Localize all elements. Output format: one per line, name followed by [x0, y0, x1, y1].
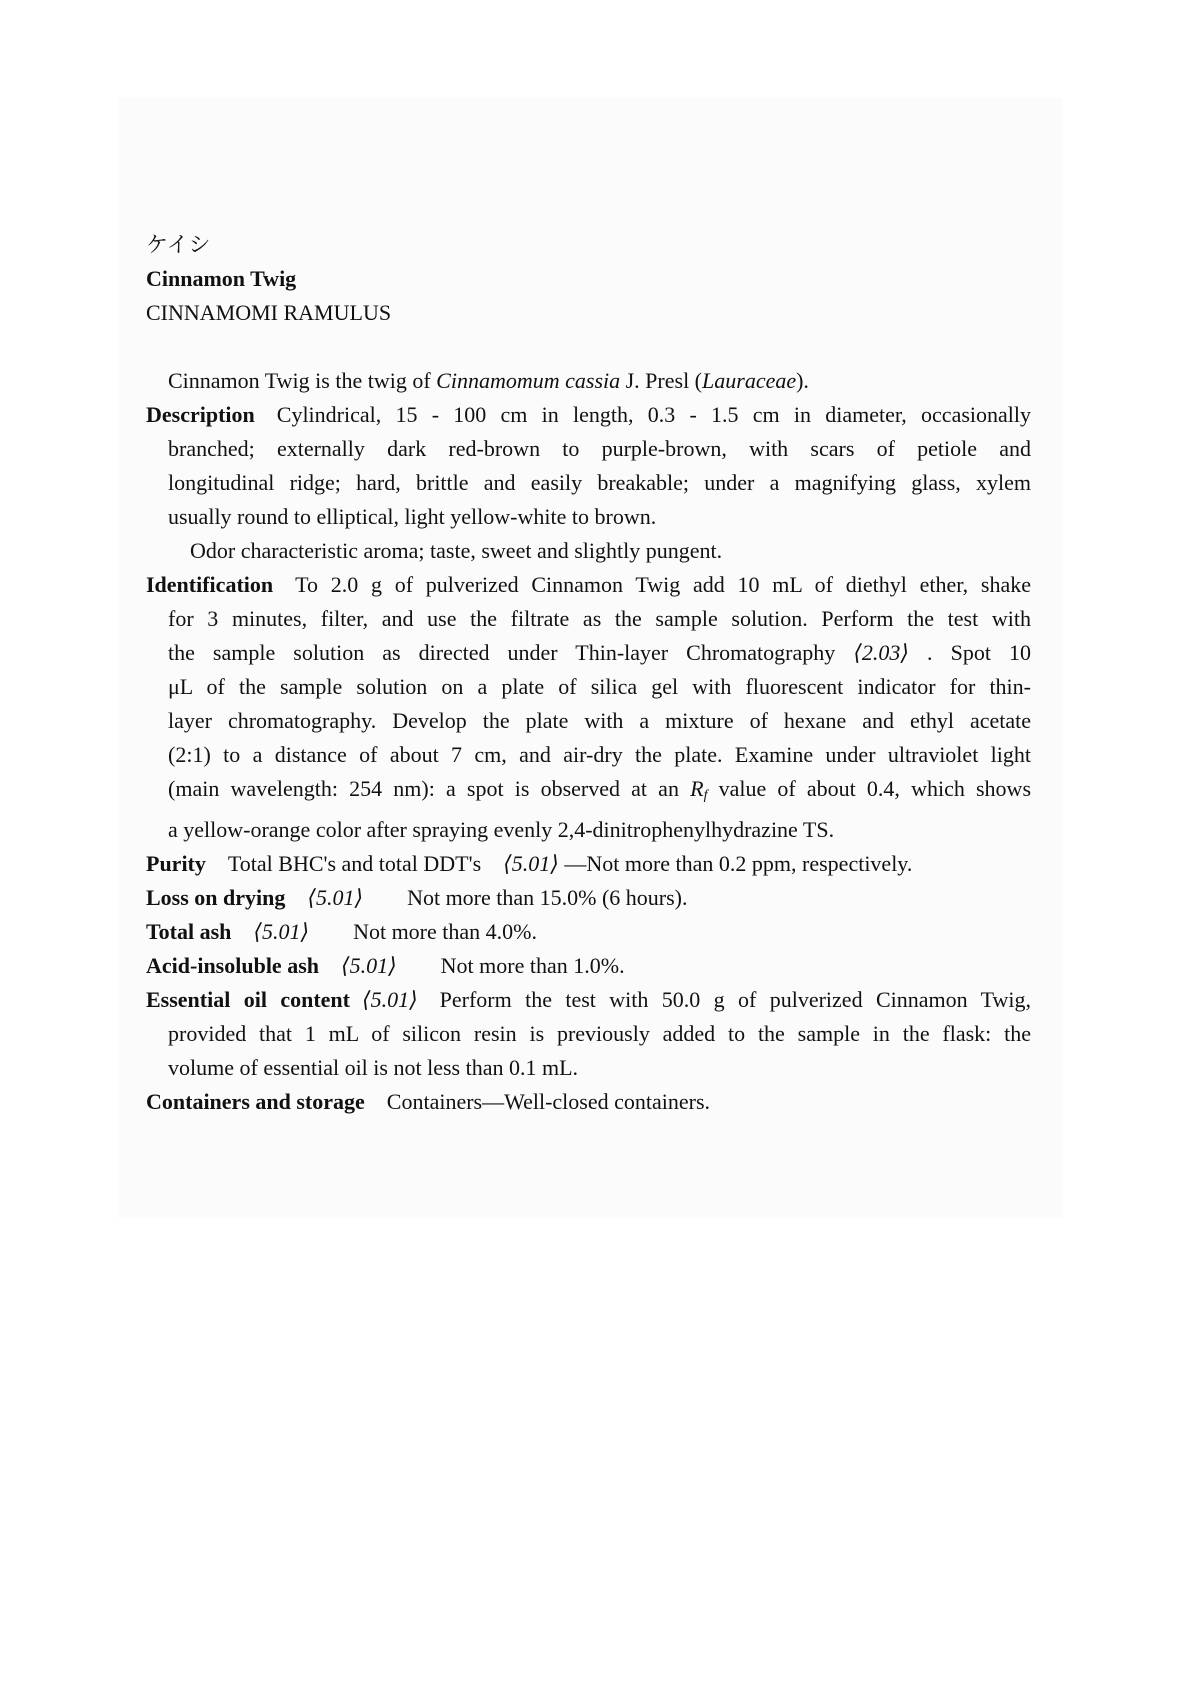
- total-ash-heading: Total ash: [146, 919, 232, 944]
- identification-line-4: μL of the sample solution on a plate of silica gel with fluorescent indicator for thin-: [168, 674, 1031, 699]
- essential-oil-line-3: volume of essential oil is not less than 0.1 mL.: [168, 1055, 579, 1080]
- loss-on-drying-heading: Loss on drying: [146, 885, 286, 910]
- acid-insoluble-ash-line: Acid-insoluble ash ⟨5.01⟩ Not more than 1.0%.: [146, 953, 625, 978]
- essential-oil-line-2: provided that 1 mL of silicon resin is previously added to the sample in the flask: the: [168, 1021, 1031, 1046]
- method-ref: ⟨5.01⟩: [341, 953, 397, 978]
- purity-heading: Purity: [146, 851, 206, 876]
- english-name: Cinnamon Twig: [146, 266, 297, 291]
- description-line-2: branched; externally dark red-brown to purple-brown, with scars of petiole and: [168, 436, 1031, 461]
- method-ref: ⟨5.01⟩: [307, 885, 364, 910]
- identification-line-3: the sample solution as directed under Thin-layer Chromatography ⟨2.03⟩ . Spot 10: [168, 640, 1031, 665]
- description-line-3: longitudinal ridge; hard, brittle and easily breakable; under a magnifying glass, xylem: [168, 470, 1031, 495]
- acid-insoluble-ash-heading: Acid-insoluble ash: [146, 953, 319, 978]
- identification-heading: Identification: [146, 572, 274, 597]
- containers-line: Containers and storage Containers—Well-closed containers.: [146, 1089, 711, 1114]
- description-line-1: Description Cylindrical, 15 - 100 cm in length, 0.3 - 1.5 cm in diameter, occasionally: [146, 402, 1031, 427]
- latin-name: CINNAMOMI RAMULUS: [146, 300, 392, 325]
- method-ref: ⟨5.01⟩: [361, 987, 418, 1012]
- japanese-name: ケイシ: [146, 232, 211, 257]
- description-line-4: usually round to elliptical, light yellow-white to brown.: [168, 504, 657, 529]
- purity-line: Purity Total BHC's and total DDT's ⟨5.01⟩ —Not more than 0.2 ppm, respectively.: [146, 851, 913, 876]
- identification-line-6: (2:1) to a distance of about 7 cm, and air-dry the plate. Examine under ultraviolet light: [168, 742, 1031, 767]
- monograph: [146, 228, 1031, 1119]
- description-heading: Description: [146, 402, 255, 427]
- essential-oil-heading: Essential oil content: [146, 987, 350, 1012]
- identification-line-8: a yellow-orange color after spraying evenly 2,4-dinitrophenylhydrazine TS.: [168, 817, 835, 842]
- identification-line-7: (main wavelength: 254 nm): a spot is observed at an Rf value of about 0.4, which shows: [168, 776, 1032, 803]
- identification-line-2: for 3 minutes, filter, and use the filtrate as the sample solution. Perform the test with: [168, 606, 1031, 631]
- species-name: Cinnamomum cassia: [436, 368, 621, 393]
- method-ref: ⟨2.03⟩: [853, 640, 909, 665]
- method-ref: ⟨5.01⟩: [503, 851, 559, 876]
- essential-oil-line-1: Essential oil content ⟨5.01⟩ Perform the test with 50.0 g of pulverized Cinnamon Twig,: [146, 987, 1031, 1012]
- spacer: [146, 330, 1031, 364]
- identification-line-1: Identification To 2.0 g of pulverized Cinnamon Twig add 10 mL of diethyl ether, shake: [146, 572, 1031, 597]
- intro-line: Cinnamon Twig is the twig of Cinnamomum cassia J. Presl (Lauraceae).: [168, 368, 809, 393]
- description-odor: Odor characteristic aroma; taste, sweet and slightly pungent.: [190, 538, 723, 563]
- loss-on-drying-line: Loss on drying ⟨5.01⟩ Not more than 15.0% (6 hours).: [146, 885, 688, 910]
- containers-heading: Containers and storage: [146, 1089, 365, 1114]
- family-name: Lauraceae: [702, 368, 797, 393]
- total-ash-line: Total ash ⟨5.01⟩ Not more than 4.0%.: [146, 919, 537, 944]
- method-ref: ⟨5.01⟩: [253, 919, 310, 944]
- rf-symbol: Rf: [690, 776, 708, 803]
- identification-line-5: layer chromatography. Develop the plate with a mixture of hexane and ethyl acetate: [168, 708, 1031, 733]
